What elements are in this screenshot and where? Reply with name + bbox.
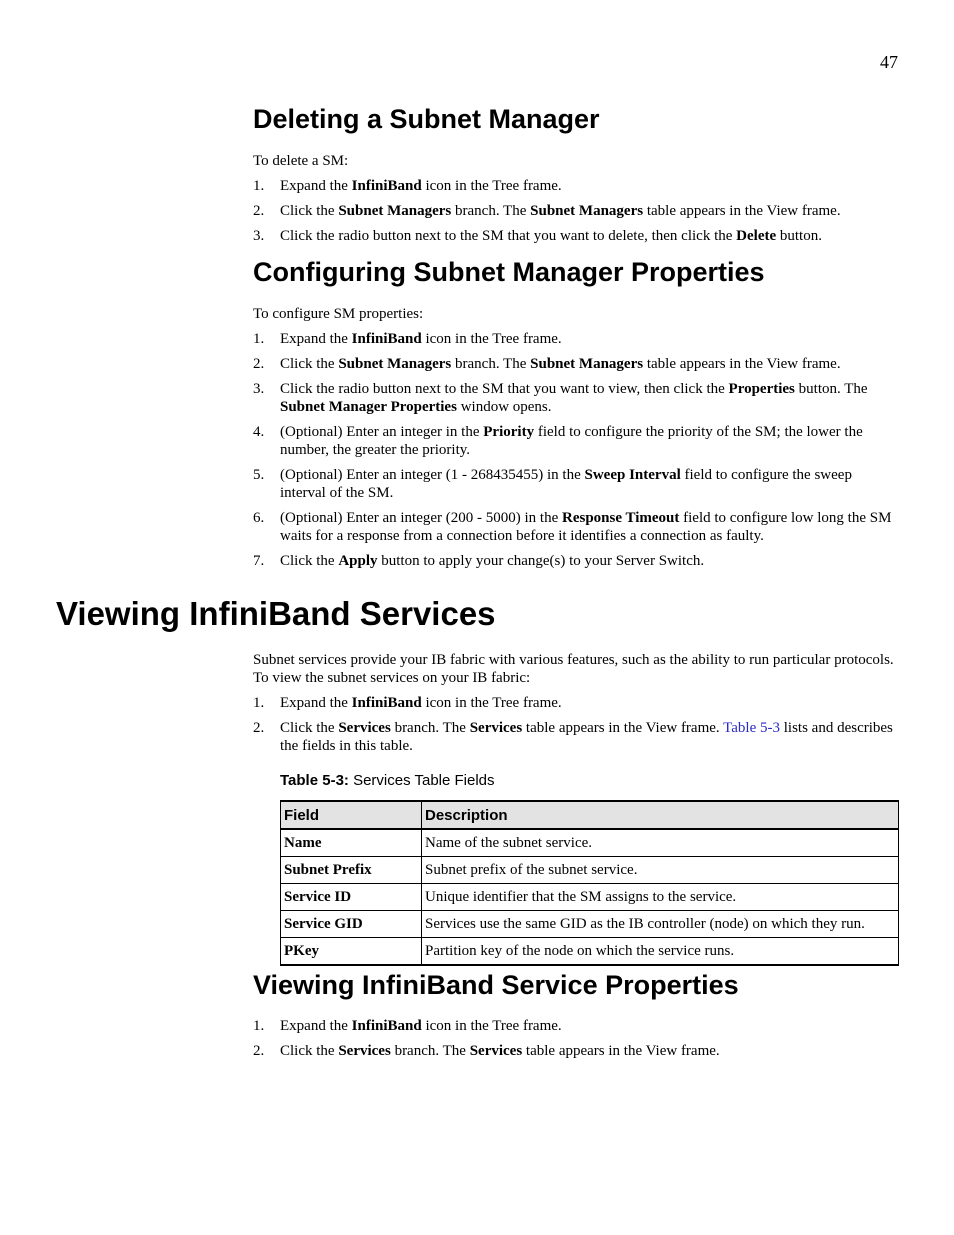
list-item: 3. Click the radio button next to the SM that you want to view, then click the Properties button. The Subnet Manager Properties window opens.	[253, 381, 868, 415]
list-item: 7. Click the Apply button to apply your change(s) to your Server Switch.	[253, 553, 705, 569]
table-row	[281, 884, 899, 911]
view-service-props-steps	[253, 1017, 898, 1067]
description-cell: Unique identifier that the SM assigns to the service.	[422, 884, 899, 911]
list-item: 5. (Optional) Enter an integer (1 - 268435455) in the Sweep Interval field to configure the sweep interval of the SM.	[253, 467, 852, 501]
table-header-row	[281, 801, 899, 829]
section-title-delete-sm: Deleting a Subnet Manager	[253, 104, 600, 134]
table-caption: Table 5-3: Services Table Fields	[280, 772, 495, 789]
field-cell: Subnet Prefix	[281, 857, 422, 884]
view-services-intro: Subnet services provide your IB fabric with various features, such as the ability to run particular protocols. To view the subnet services on your IB fabric:	[253, 652, 894, 686]
services-table	[280, 800, 899, 966]
table-row	[281, 829, 899, 857]
table-row	[281, 911, 899, 938]
field-cell: Name	[281, 829, 422, 857]
list-item: 4. (Optional) Enter an integer in the Priority field to configure the priority of the SM; the lower the number, the greater the priority.	[253, 424, 863, 458]
list-item: 2. Click the Services branch. The Services table appears in the View frame. Table 5-3 lists and describes the fields in this table.	[253, 720, 893, 754]
list-item: 6. (Optional) Enter an integer (200 - 5000) in the Response Timeout field to configure low long the SM waits for a response from a connection before it identifies a connection as faulty.	[253, 510, 892, 544]
list-item: 1. Expand the InfiniBand icon in the Tree frame.	[253, 178, 562, 194]
table-5-3-link[interactable]: Table 5-3	[723, 720, 780, 736]
config-sm-steps	[253, 330, 898, 577]
description-cell: Name of the subnet service.	[422, 829, 899, 857]
view-services-steps	[253, 694, 898, 762]
section-title-view-service-props: Viewing InfiniBand Service Properties	[253, 970, 739, 1000]
list-item: 2. Click the Subnet Managers branch. The Subnet Managers table appears in the View frame.	[253, 356, 841, 372]
header-field: Field	[281, 801, 422, 829]
list-item: 2. Click the Subnet Managers branch. The Subnet Managers table appears in the View frame.	[253, 203, 841, 219]
description-cell: Subnet prefix of the subnet service.	[422, 857, 899, 884]
list-item: 3. Click the radio button next to the SM that you want to delete, then click the Delete button.	[253, 228, 822, 244]
field-cell: Service GID	[281, 911, 422, 938]
config-sm-intro: To configure SM properties:	[253, 306, 424, 322]
list-item: 1. Expand the InfiniBand icon in the Tree frame.	[253, 695, 562, 711]
list-item: 1. Expand the InfiniBand icon in the Tree frame.	[253, 331, 562, 347]
delete-sm-steps	[253, 177, 898, 252]
header-description: Description	[422, 801, 899, 829]
section-title-config-sm: Configuring Subnet Manager Properties	[253, 257, 765, 287]
table-row	[281, 938, 899, 966]
description-cell: Services use the same GID as the IB controller (node) on which they run.	[422, 911, 899, 938]
description-cell: Partition key of the node on which the service runs.	[422, 938, 899, 966]
chapter-title-view-services: Viewing InfiniBand Services	[56, 595, 496, 632]
page-number: 47	[880, 52, 898, 72]
list-item: 2. Click the Services branch. The Services table appears in the View frame.	[253, 1043, 720, 1059]
field-cell: Service ID	[281, 884, 422, 911]
table-row	[281, 857, 899, 884]
field-cell: PKey	[281, 938, 422, 966]
list-item: 1. Expand the InfiniBand icon in the Tree frame.	[253, 1018, 562, 1034]
delete-sm-intro: To delete a SM:	[253, 153, 349, 169]
